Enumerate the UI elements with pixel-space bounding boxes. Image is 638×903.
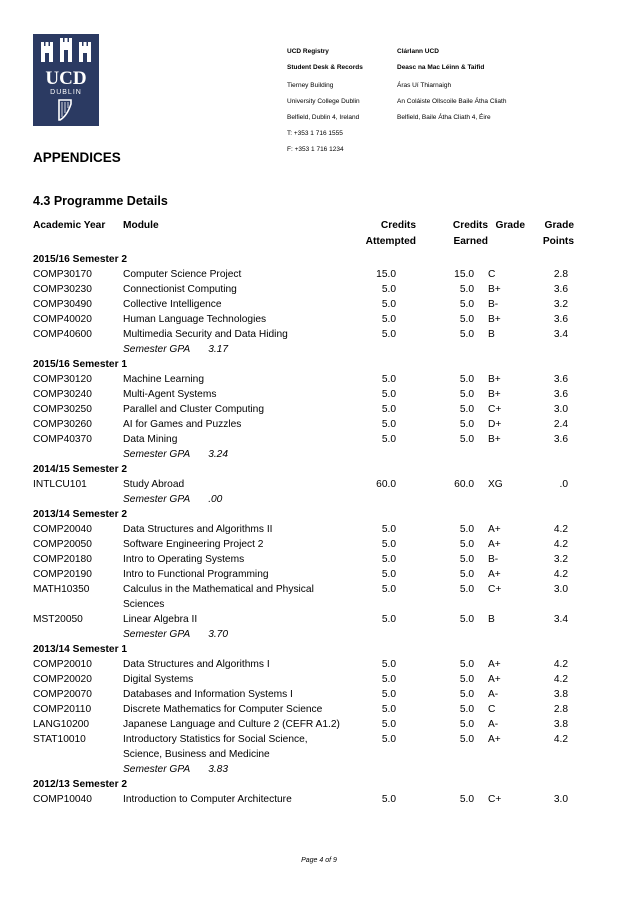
table-header-row xyxy=(33,218,574,252)
module-name: Connectionist Computing xyxy=(123,284,237,295)
grade-points: 3.6 xyxy=(553,434,568,445)
address-phone: T: +353 1 716 1555 xyxy=(287,130,343,137)
credits-earned: 5.0 xyxy=(459,284,474,295)
grade-points: .0 xyxy=(559,479,568,490)
credits-attempted: 5.0 xyxy=(381,539,396,550)
address-line: University College Dublin xyxy=(287,98,360,105)
grade: B- xyxy=(488,554,499,565)
grade: A+ xyxy=(488,524,501,535)
semester-gpa-row xyxy=(33,492,574,507)
grade-points: 3.0 xyxy=(553,584,568,595)
table-row xyxy=(33,312,574,327)
table-row xyxy=(33,477,574,492)
semester-row xyxy=(33,357,574,372)
grade: B+ xyxy=(488,434,501,445)
svg-text:DUBLIN: DUBLIN xyxy=(50,89,82,96)
table-row xyxy=(33,582,574,612)
address-fax: F: +353 1 716 1234 xyxy=(287,146,344,153)
grade-points: 4.2 xyxy=(553,539,568,550)
module-name: Parallel and Cluster Computing xyxy=(123,404,264,415)
semester-name: 2015/16 Semester 1 xyxy=(33,359,128,370)
credits-attempted: 5.0 xyxy=(381,284,396,295)
grade-points: 3.2 xyxy=(553,299,568,310)
module-code: COMP40370 xyxy=(33,434,92,445)
module-code: COMP30230 xyxy=(33,284,92,295)
address-org: UCD Registry xyxy=(287,48,329,55)
credits-earned: 5.0 xyxy=(459,314,474,325)
table-row xyxy=(33,717,574,732)
credits-attempted: 5.0 xyxy=(381,674,396,685)
module-name: Introduction to Computer Architecture xyxy=(123,794,292,805)
table-row xyxy=(33,732,574,762)
module-name: AI for Games and Puzzles xyxy=(123,419,242,430)
credits-earned: 5.0 xyxy=(459,389,474,400)
grade: C xyxy=(488,704,496,715)
module-code: COMP30120 xyxy=(33,374,92,385)
module-code: COMP40020 xyxy=(33,314,92,325)
grade-points: 3.4 xyxy=(553,614,568,625)
address-english xyxy=(287,44,363,158)
grade: C xyxy=(488,269,496,280)
module-name: Study Abroad xyxy=(123,479,185,490)
module-name: Software Engineering Project 2 xyxy=(123,539,264,550)
module-name: Linear Algebra II xyxy=(123,614,198,625)
semester-gpa xyxy=(123,492,574,507)
grade-points: 3.2 xyxy=(553,554,568,565)
module-code: INTLCU101 xyxy=(33,479,87,490)
credits-attempted: 5.0 xyxy=(381,569,396,580)
credits-earned: 5.0 xyxy=(459,584,474,595)
empty-cell xyxy=(33,492,123,507)
credits-attempted: 5.0 xyxy=(381,614,396,625)
credits-attempted: 5.0 xyxy=(381,299,396,310)
gpa-value: 3.24 xyxy=(208,449,229,460)
credits-attempted: 5.0 xyxy=(381,689,396,700)
semester-row xyxy=(33,777,574,792)
semester-gpa-row xyxy=(33,762,574,777)
credits-attempted: 15.0 xyxy=(376,269,396,280)
credits-attempted: 5.0 xyxy=(381,419,396,430)
module-name: Computer Science Project xyxy=(123,269,242,280)
module-name: Databases and Information Systems I xyxy=(123,689,293,700)
semester-gpa xyxy=(123,447,574,462)
credits-earned: 5.0 xyxy=(459,419,474,430)
credits-attempted: 5.0 xyxy=(381,584,396,595)
module-code: COMP30240 xyxy=(33,389,92,400)
module-name: Machine Learning xyxy=(123,374,204,385)
gpa-label: Semester GPA xyxy=(123,629,191,640)
semester-gpa xyxy=(123,342,574,357)
grade: A+ xyxy=(488,539,501,550)
table-row xyxy=(33,687,574,702)
credits-attempted: 5.0 xyxy=(381,659,396,670)
credits-attempted: 5.0 xyxy=(381,434,396,445)
table-row xyxy=(33,297,574,312)
grade-points: 2.8 xyxy=(553,269,568,280)
module-name: Calculus in the Mathematical and Physical Sciences xyxy=(123,584,314,610)
ucd-logo xyxy=(33,34,99,126)
grade-points: 4.2 xyxy=(553,659,568,670)
semester-name: 2013/14 Semester 1 xyxy=(33,644,128,655)
module-name: Japanese Language and Culture 2 (CEFR A1.2) xyxy=(123,719,340,730)
grade-points: 3.4 xyxy=(553,329,568,340)
grade: B+ xyxy=(488,314,501,325)
module-code: COMP20050 xyxy=(33,539,92,550)
module-name: Data Structures and Algorithms I xyxy=(123,659,270,670)
empty-cell xyxy=(33,762,123,777)
module-name: Introductory Statistics for Social Science, Science, Business and Medicine xyxy=(123,734,308,760)
module-name: Multimedia Security and Data Hiding xyxy=(123,329,288,340)
credits-attempted: 5.0 xyxy=(381,314,396,325)
grade: D+ xyxy=(488,419,502,430)
module-code: COMP20040 xyxy=(33,524,92,535)
semester-row xyxy=(33,462,574,477)
credits-attempted: 5.0 xyxy=(381,374,396,385)
credits-earned: 5.0 xyxy=(459,434,474,445)
credits-earned: 5.0 xyxy=(459,374,474,385)
module-name: Data Mining xyxy=(123,434,178,445)
grade-points: 2.8 xyxy=(553,704,568,715)
grade-points: 3.6 xyxy=(553,374,568,385)
table-row xyxy=(33,702,574,717)
credits-earned: 5.0 xyxy=(459,569,474,580)
module-name: Multi-Agent Systems xyxy=(123,389,217,400)
table-row xyxy=(33,327,574,342)
credits-earned: 15.0 xyxy=(454,269,474,280)
semester-gpa-row xyxy=(33,342,574,357)
credits-earned: 5.0 xyxy=(459,674,474,685)
address-line: Belfield, Dublin 4, Ireland xyxy=(287,114,360,121)
grade: XG xyxy=(488,479,503,490)
grade-points: 3.0 xyxy=(553,404,568,415)
grade: A+ xyxy=(488,659,501,670)
credits-earned: 5.0 xyxy=(459,299,474,310)
address-dept: Student Desk & Records xyxy=(287,64,363,71)
semester-gpa xyxy=(123,627,574,642)
svg-text:UCD: UCD xyxy=(45,68,87,89)
header-grade-points xyxy=(531,218,574,252)
module-name: Data Structures and Algorithms II xyxy=(123,524,273,535)
grade: A+ xyxy=(488,569,501,580)
section-title: APPENDICES xyxy=(33,150,121,165)
empty-cell xyxy=(33,627,123,642)
module-code: COMP30170 xyxy=(33,269,92,280)
credits-earned: 5.0 xyxy=(459,734,474,745)
module-code: MST20050 xyxy=(33,614,83,625)
credits-attempted: 5.0 xyxy=(381,404,396,415)
ucd-crest-icon xyxy=(33,34,99,126)
credits-earned: 5.0 xyxy=(459,614,474,625)
module-code: MATH10350 xyxy=(33,584,90,595)
header-text: Credits xyxy=(380,220,416,231)
address-org: Clárlann UCD xyxy=(397,48,439,55)
gpa-value: 3.83 xyxy=(208,764,229,775)
grade: B+ xyxy=(488,284,501,295)
header-credits-attempted xyxy=(341,218,416,252)
module-code: COMP20020 xyxy=(33,674,92,685)
grade: A- xyxy=(488,689,499,700)
semester-name: 2012/13 Semester 2 xyxy=(33,779,128,790)
header-text: Earned xyxy=(453,235,488,247)
table-row xyxy=(33,372,574,387)
grade: B xyxy=(488,614,495,625)
gpa-value: 3.70 xyxy=(208,629,229,640)
table-row xyxy=(33,792,574,807)
module-name: Human Language Technologies xyxy=(123,314,267,325)
semester-gpa xyxy=(123,762,574,777)
address-line: Tierney Building xyxy=(287,82,334,89)
gpa-value: 3.17 xyxy=(208,344,229,355)
grade-points: 3.8 xyxy=(553,719,568,730)
header-grade: Grade xyxy=(495,220,525,231)
gpa-label: Semester GPA xyxy=(123,764,191,775)
module-code: COMP30490 xyxy=(33,299,92,310)
module-code: COMP30260 xyxy=(33,419,92,430)
header-text: Grade xyxy=(544,220,574,231)
table-row xyxy=(33,387,574,402)
grade-points: 3.6 xyxy=(553,389,568,400)
grade: C+ xyxy=(488,404,502,415)
grade-points: 4.2 xyxy=(553,524,568,535)
semester-name: 2015/16 Semester 2 xyxy=(33,254,128,265)
module-name: Digital Systems xyxy=(123,674,194,685)
address-irish xyxy=(397,44,506,126)
credits-attempted: 60.0 xyxy=(376,479,396,490)
grade-points: 3.0 xyxy=(553,794,568,805)
header-credits-earned xyxy=(416,218,488,252)
grade: B+ xyxy=(488,389,501,400)
module-code: COMP20110 xyxy=(33,704,92,715)
credits-attempted: 5.0 xyxy=(381,734,396,745)
table-row xyxy=(33,282,574,297)
module-code: COMP40600 xyxy=(33,329,92,340)
credits-earned: 5.0 xyxy=(459,689,474,700)
grade-points: 3.6 xyxy=(553,314,568,325)
credits-attempted: 5.0 xyxy=(381,719,396,730)
table-body xyxy=(33,252,574,807)
semester-gpa-row xyxy=(33,447,574,462)
credits-earned: 5.0 xyxy=(459,539,474,550)
grade: A- xyxy=(488,719,499,730)
semester-row xyxy=(33,252,574,267)
module-code: COMP20190 xyxy=(33,569,92,580)
table-row xyxy=(33,567,574,582)
grade: C+ xyxy=(488,584,502,595)
module-name: Discrete Mathematics for Computer Science xyxy=(123,704,323,715)
credits-earned: 5.0 xyxy=(459,404,474,415)
grade-points: 4.2 xyxy=(553,734,568,745)
address-line: An Coláiste Ollscoile Baile Átha Cliath xyxy=(397,98,507,105)
gpa-label: Semester GPA xyxy=(123,494,191,505)
semester-name: 2014/15 Semester 2 xyxy=(33,464,128,475)
table-row xyxy=(33,267,574,282)
gpa-value: .00 xyxy=(208,494,223,505)
credits-earned: 60.0 xyxy=(454,479,474,490)
module-name: Intro to Operating Systems xyxy=(123,554,245,565)
programme-details-table xyxy=(33,218,574,807)
gpa-label: Semester GPA xyxy=(123,449,191,460)
credits-earned: 5.0 xyxy=(459,719,474,730)
table-row xyxy=(33,672,574,687)
grade-points: 4.2 xyxy=(553,569,568,580)
module-code: COMP20010 xyxy=(33,659,92,670)
table-row xyxy=(33,657,574,672)
address-line: Belfield, Baile Átha Cliath 4, Éire xyxy=(397,114,491,121)
credits-earned: 5.0 xyxy=(459,554,474,565)
grade: C+ xyxy=(488,794,502,805)
credits-earned: 5.0 xyxy=(459,704,474,715)
credits-earned: 5.0 xyxy=(459,659,474,670)
module-name: Collective Intelligence xyxy=(123,299,222,310)
module-name: Intro to Functional Programming xyxy=(123,569,269,580)
page-number: Page 4 of 9 xyxy=(301,857,337,864)
table-row xyxy=(33,417,574,432)
header-academic-year: Academic Year xyxy=(33,220,106,231)
table-row xyxy=(33,432,574,447)
table-row xyxy=(33,537,574,552)
grade: A+ xyxy=(488,734,501,745)
gpa-label: Semester GPA xyxy=(123,344,191,355)
header-text: Points xyxy=(542,235,574,247)
grade: B- xyxy=(488,299,499,310)
semester-row xyxy=(33,507,574,522)
credits-attempted: 5.0 xyxy=(381,704,396,715)
grade: A+ xyxy=(488,674,501,685)
subsection-title: 4.3 Programme Details xyxy=(33,194,168,208)
credits-earned: 5.0 xyxy=(459,524,474,535)
module-code: LANG10200 xyxy=(33,719,90,730)
header-module: Module xyxy=(123,220,159,231)
address-dept: Deasc na Mac Léinn & Taifid xyxy=(397,64,485,71)
grade-points: 2.4 xyxy=(553,419,568,430)
credits-attempted: 5.0 xyxy=(381,329,396,340)
module-code: COMP20180 xyxy=(33,554,92,565)
grade-points: 3.8 xyxy=(553,689,568,700)
module-code: COMP30250 xyxy=(33,404,92,415)
empty-cell xyxy=(33,447,123,462)
table-row xyxy=(33,402,574,417)
grade-points: 4.2 xyxy=(553,674,568,685)
semester-gpa-row xyxy=(33,627,574,642)
address-line: Áras Uí Thiarnaigh xyxy=(397,82,452,89)
credits-earned: 5.0 xyxy=(459,329,474,340)
header-text: Attempted xyxy=(365,235,416,247)
grade-points: 3.6 xyxy=(553,284,568,295)
credits-attempted: 5.0 xyxy=(381,794,396,805)
table-row xyxy=(33,612,574,627)
table-row xyxy=(33,552,574,567)
credits-earned: 5.0 xyxy=(459,794,474,805)
grade: B+ xyxy=(488,374,501,385)
header-text: Credits xyxy=(452,220,488,231)
grade: B xyxy=(488,329,495,340)
module-code: COMP20070 xyxy=(33,689,92,700)
credits-attempted: 5.0 xyxy=(381,554,396,565)
semester-row xyxy=(33,642,574,657)
semester-name: 2013/14 Semester 2 xyxy=(33,509,128,520)
credits-attempted: 5.0 xyxy=(381,524,396,535)
credits-attempted: 5.0 xyxy=(381,389,396,400)
table-row xyxy=(33,522,574,537)
empty-cell xyxy=(33,342,123,357)
module-code: STAT10010 xyxy=(33,734,86,745)
module-code: COMP10040 xyxy=(33,794,92,805)
